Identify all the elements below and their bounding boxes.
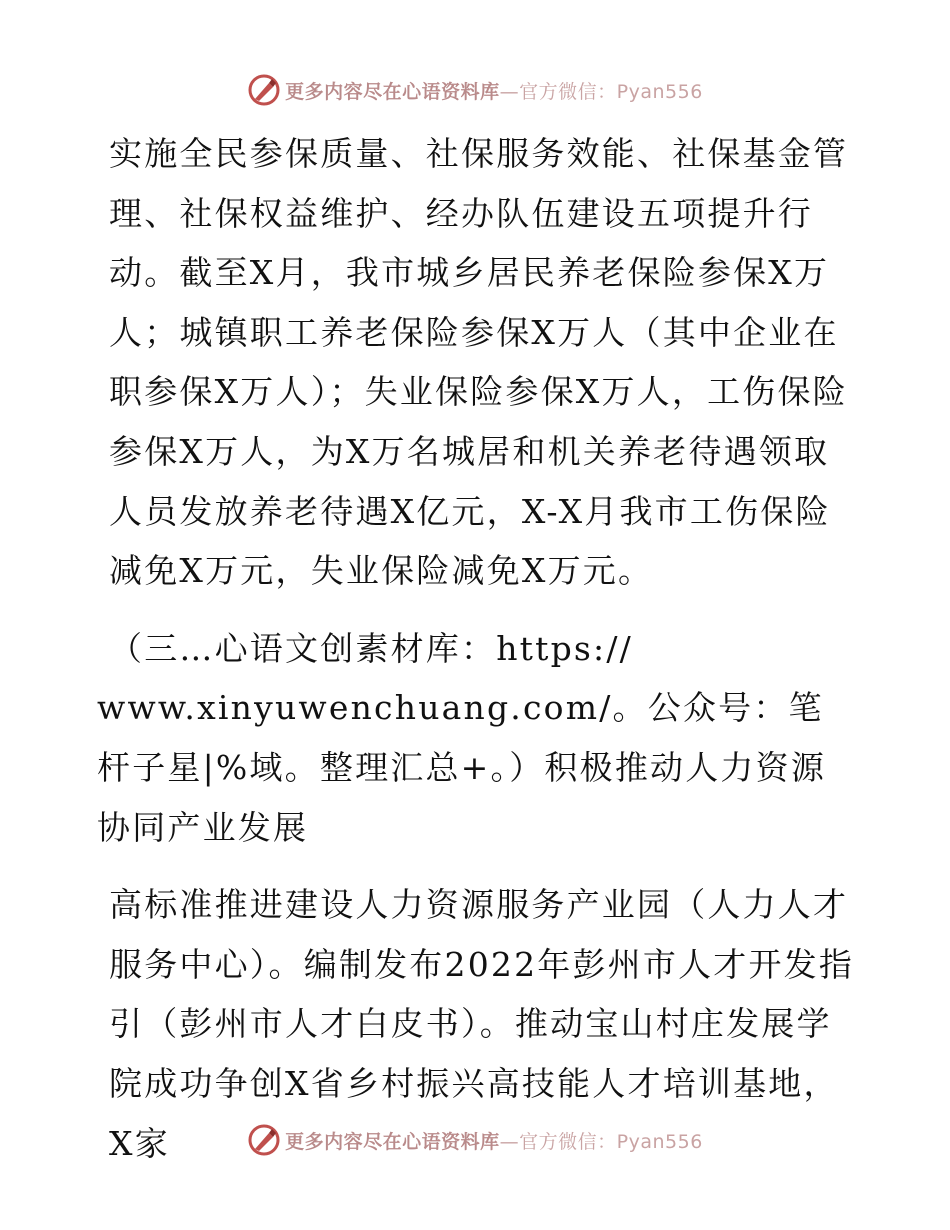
header-banner bbox=[0, 70, 950, 110]
banner-suffix: —官方微信：Pyan556 bbox=[499, 80, 703, 103]
banner-text bbox=[285, 77, 703, 104]
banner-text bbox=[285, 1127, 703, 1154]
paragraph-social-insurance: 实施全民参保质量、社保服务效能、社保基金管理、社保权益维护、经办队伍建设五项提升行动。截至X月，我市城乡居民养老保险参保X万人；城镇职工养老保险参保X万人（其中企业在职参保X万人）；失业保险参保X万人，工伤保险参保X万人，为X万名城居和机关养老待遇领取人员发放养老待遇X亿元，X-X月我市工伤保险减免X万元，失业保险减免X万元。 bbox=[109, 134, 849, 591]
paragraph-hr-industry: 高标准推进建设人力资源服务产业园（人力人才服务中心）。编制发布2022年彭州市人才开发指引（彭州市人才白皮书）。推动宝山村庄发展学院成功争创X省乡村振兴高技能人才培训基地，X家 bbox=[109, 885, 855, 1163]
footer-banner bbox=[0, 1120, 950, 1160]
pen-logo-icon bbox=[247, 73, 281, 107]
banner-suffix: —官方微信：Pyan556 bbox=[499, 1130, 703, 1153]
section-heading-line-1: （三…心语文创素材库：https:// bbox=[109, 628, 633, 668]
section-heading-line-2: www.xinyuwenchuang.com/。公众号：笔杆子星|%域。整理汇总+。）积极推动人力资源协同产业发展 bbox=[97, 688, 827, 847]
pen-logo-icon bbox=[247, 1123, 281, 1157]
document-body bbox=[97, 124, 857, 1173]
banner-prefix: 更多内容尽在心语资料库 bbox=[285, 80, 500, 103]
banner-prefix: 更多内容尽在心语资料库 bbox=[285, 1130, 500, 1153]
